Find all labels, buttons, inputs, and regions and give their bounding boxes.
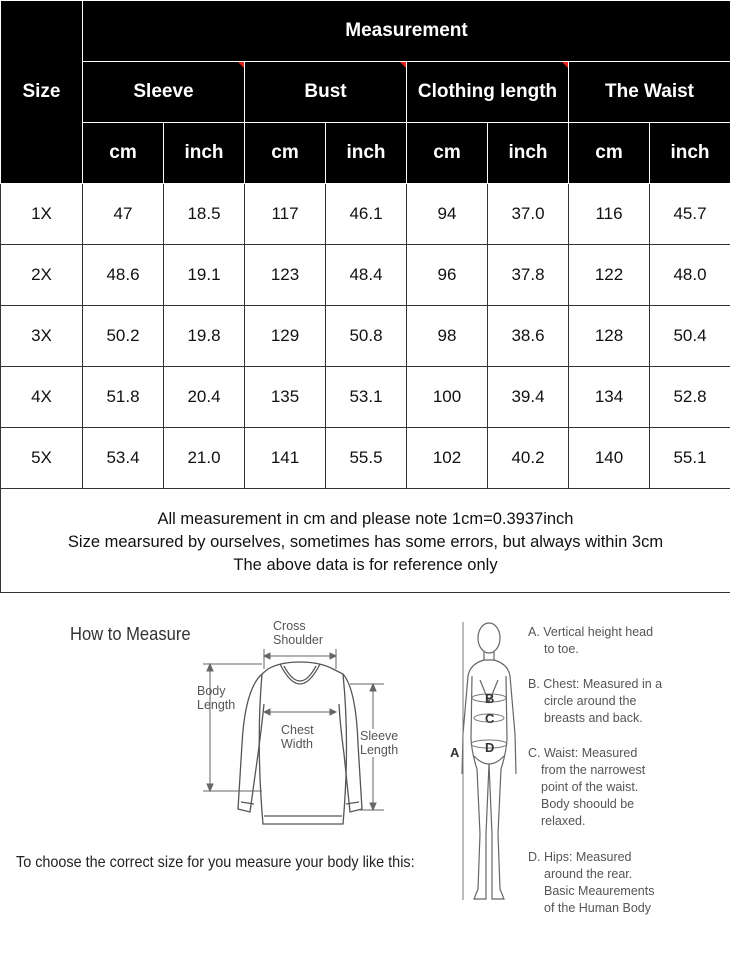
table-cell: 21.0	[164, 428, 245, 489]
table-cell: 96	[407, 245, 488, 306]
unit-header: inch	[488, 123, 569, 184]
chest-width-label: Chest Width	[281, 723, 314, 751]
unit-header: inch	[650, 123, 730, 184]
unit-header: cm	[245, 123, 326, 184]
notes-row	[1, 489, 730, 593]
table-cell: 40.2	[488, 428, 569, 489]
notes-cell	[1, 489, 730, 593]
size-cell: 3X	[1, 306, 83, 367]
human-body-figure	[462, 623, 516, 899]
unit-header: cm	[83, 123, 164, 184]
table-row	[1, 367, 730, 428]
table-cell: 102	[407, 428, 488, 489]
table-cell: 37.0	[488, 184, 569, 245]
table-cell: 48.0	[650, 245, 730, 306]
body-measure-lines	[463, 622, 507, 900]
table-cell: 46.1	[326, 184, 407, 245]
table-cell: 38.6	[488, 306, 569, 367]
bust-header: Bust	[245, 62, 407, 123]
unit-header: inch	[326, 123, 407, 184]
sleeve-header: Sleeve	[83, 62, 245, 123]
size-column-header: Size	[1, 1, 83, 184]
unit-header: inch	[164, 123, 245, 184]
table-cell: 48.6	[83, 245, 164, 306]
table-cell: 55.1	[650, 428, 730, 489]
table-cell: 129	[245, 306, 326, 367]
table-cell: 48.4	[326, 245, 407, 306]
table-cell: 116	[569, 184, 650, 245]
table-cell: 50.4	[650, 306, 730, 367]
note-line: All measurement in cm and please note 1cm=0.3937inch	[157, 510, 574, 528]
cross-shoulder-label: Cross Shoulder	[273, 619, 324, 647]
table-cell: 19.8	[164, 306, 245, 367]
table-cell: 141	[245, 428, 326, 489]
table-cell: 45.7	[650, 184, 730, 245]
size-cell: 5X	[1, 428, 83, 489]
table-cell: 135	[245, 367, 326, 428]
instruction-text: To choose the correct size for you measure your body like this:	[16, 854, 415, 871]
table-cell: 47	[83, 184, 164, 245]
table-cell: 123	[245, 245, 326, 306]
note-line: The above data is for reference only	[233, 556, 498, 574]
size-cell: 4X	[1, 367, 83, 428]
unit-header: cm	[569, 123, 650, 184]
body-letter-a: A	[450, 745, 460, 760]
note-line: Size mearsured by ourselves, sometimes has some errors, but always within 3cm	[67, 533, 664, 551]
table-cell: 50.8	[326, 306, 407, 367]
size-cell: 1X	[1, 184, 83, 245]
table-cell: 37.8	[488, 245, 569, 306]
table-cell: 100	[407, 367, 488, 428]
table-cell: 18.5	[164, 184, 245, 245]
table-row	[1, 245, 730, 306]
body-letter-b: B	[485, 691, 495, 706]
table-cell: 39.4	[488, 367, 569, 428]
table-cell: 140	[569, 428, 650, 489]
table-cell: 94	[407, 184, 488, 245]
table-cell: 117	[245, 184, 326, 245]
clothing-length-header: Clothing length	[407, 62, 569, 123]
table-cell: 122	[569, 245, 650, 306]
body-length-label: Body Length	[197, 684, 236, 712]
table-cell: 20.4	[164, 367, 245, 428]
table-row	[1, 306, 730, 367]
table-cell: 98	[407, 306, 488, 367]
legend-item-a: A. Vertical height head to toe.	[528, 625, 654, 656]
body-letter-c: C	[485, 711, 495, 726]
table-row	[1, 428, 730, 489]
legend-item-b: B. Chest: Measured in a circle around the breasts and back.	[528, 677, 663, 725]
unit-header: cm	[407, 123, 488, 184]
table-cell: 50.2	[83, 306, 164, 367]
measurement-header: Measurement	[83, 1, 730, 62]
size-cell: 2X	[1, 245, 83, 306]
table-cell: 53.1	[326, 367, 407, 428]
legend-item-c: C. Waist: Measured from the narrowest point of the waist. Body shoould be relaxed.	[528, 746, 646, 828]
how-to-measure-title: How to Measure	[70, 624, 191, 644]
table-cell: 134	[569, 367, 650, 428]
table-row	[1, 184, 730, 245]
waist-header: The Waist	[569, 62, 730, 123]
table-cell: 51.8	[83, 367, 164, 428]
table-cell: 128	[569, 306, 650, 367]
table-cell: 19.1	[164, 245, 245, 306]
how-to-measure-section	[0, 594, 730, 960]
table-cell: 52.8	[650, 367, 730, 428]
table-cell: 55.5	[326, 428, 407, 489]
legend-item-d: D. Hips: Measured around the rear. Basic Meaurements of the Human Body	[528, 850, 655, 915]
body-letter-d: D	[485, 740, 495, 755]
sleeve-length-label: Sleeve Length	[360, 729, 399, 757]
table-cell: 53.4	[83, 428, 164, 489]
